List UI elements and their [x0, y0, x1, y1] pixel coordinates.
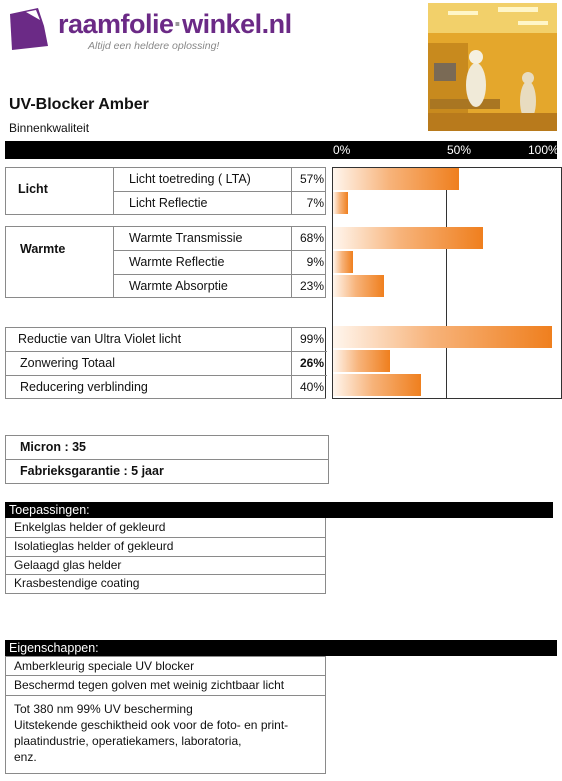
- row-pct: 23%: [299, 279, 324, 293]
- chart-bar: [333, 227, 483, 249]
- scale-label-50: 50%: [447, 143, 472, 157]
- eigenschappen-header: Eigenschappen:: [5, 640, 557, 656]
- row-pct: 99%: [299, 332, 324, 346]
- chart-bar: [333, 251, 353, 273]
- chart-bar: [333, 374, 421, 396]
- midline: [446, 168, 447, 398]
- row-label: Warmte Reflectie: [129, 255, 225, 269]
- row-label: Licht toetreding ( LTA): [129, 172, 251, 186]
- warmte-group: [5, 226, 326, 298]
- block-line: Tot 380 nm 99% UV bescherming: [14, 702, 193, 716]
- list-item: Enkelglas helder of gekleurd: [14, 520, 166, 534]
- row-label: Warmte Absorptie: [129, 279, 228, 293]
- row-label: Zonwering Totaal: [20, 356, 115, 370]
- scale-label-100: 100%: [528, 143, 559, 157]
- row-label: Licht Reflectie: [129, 196, 208, 210]
- micron: Micron : 35: [20, 440, 86, 454]
- toepassingen-header: Toepassingen:: [5, 502, 553, 518]
- specs-box: [5, 435, 329, 484]
- row-pct: 26%: [299, 356, 324, 370]
- chart-bar: [333, 192, 348, 214]
- row-label: Warmte Transmissie: [129, 231, 243, 245]
- cleanroom-photo: [428, 3, 557, 131]
- list-item: Amberkleurig speciale UV blocker: [14, 659, 195, 673]
- bar-chart: [332, 167, 562, 399]
- list-item: Isolatieglas helder of gekleurd: [14, 539, 174, 553]
- row-label: Reducering verblinding: [20, 380, 148, 394]
- toepassingen-list: [5, 518, 326, 594]
- brand-name: raamfolie·winkel.nl: [58, 9, 292, 39]
- scale-label-0: 0%: [333, 143, 351, 157]
- row-pct: 7%: [306, 196, 324, 210]
- block-line: plaatindustrie, operatiekamers, laboratoria,: [14, 734, 242, 748]
- row-pct: 40%: [299, 380, 324, 394]
- list-item: Beschermd tegen golven met weinig zichtbaar licht: [14, 678, 285, 692]
- logo-icon: [8, 6, 50, 52]
- warranty: Fabrieksgarantie : 5 jaar: [20, 464, 164, 478]
- row-pct: 9%: [306, 255, 324, 269]
- row-label: Reductie van Ultra Violet licht: [18, 332, 182, 346]
- chart-bar: [333, 275, 384, 297]
- other-group: [5, 327, 326, 399]
- list-item: Krasbestendige coating: [14, 576, 140, 590]
- block-line: Uitstekende geschiktheid ook voor de foto- en print-: [14, 718, 289, 732]
- product-subtitle: Binnenkwaliteit: [9, 121, 90, 135]
- chart-bar: [333, 326, 552, 348]
- scale-header: [5, 141, 557, 159]
- warmte-label: Warmte: [20, 242, 66, 256]
- product-title: UV-Blocker Amber: [9, 96, 149, 113]
- chart-bar: [333, 350, 390, 372]
- tagline: Altijd een heldere oplossing!: [88, 40, 220, 52]
- eigenschappen-list: [5, 656, 326, 774]
- licht-group: [5, 167, 326, 215]
- list-item: Gelaagd glas helder: [14, 558, 122, 572]
- row-pct: 57%: [299, 172, 324, 186]
- row-pct: 68%: [299, 231, 324, 245]
- licht-label: Licht: [18, 182, 48, 196]
- chart-bar: [333, 168, 459, 190]
- block-line: enz.: [14, 750, 37, 764]
